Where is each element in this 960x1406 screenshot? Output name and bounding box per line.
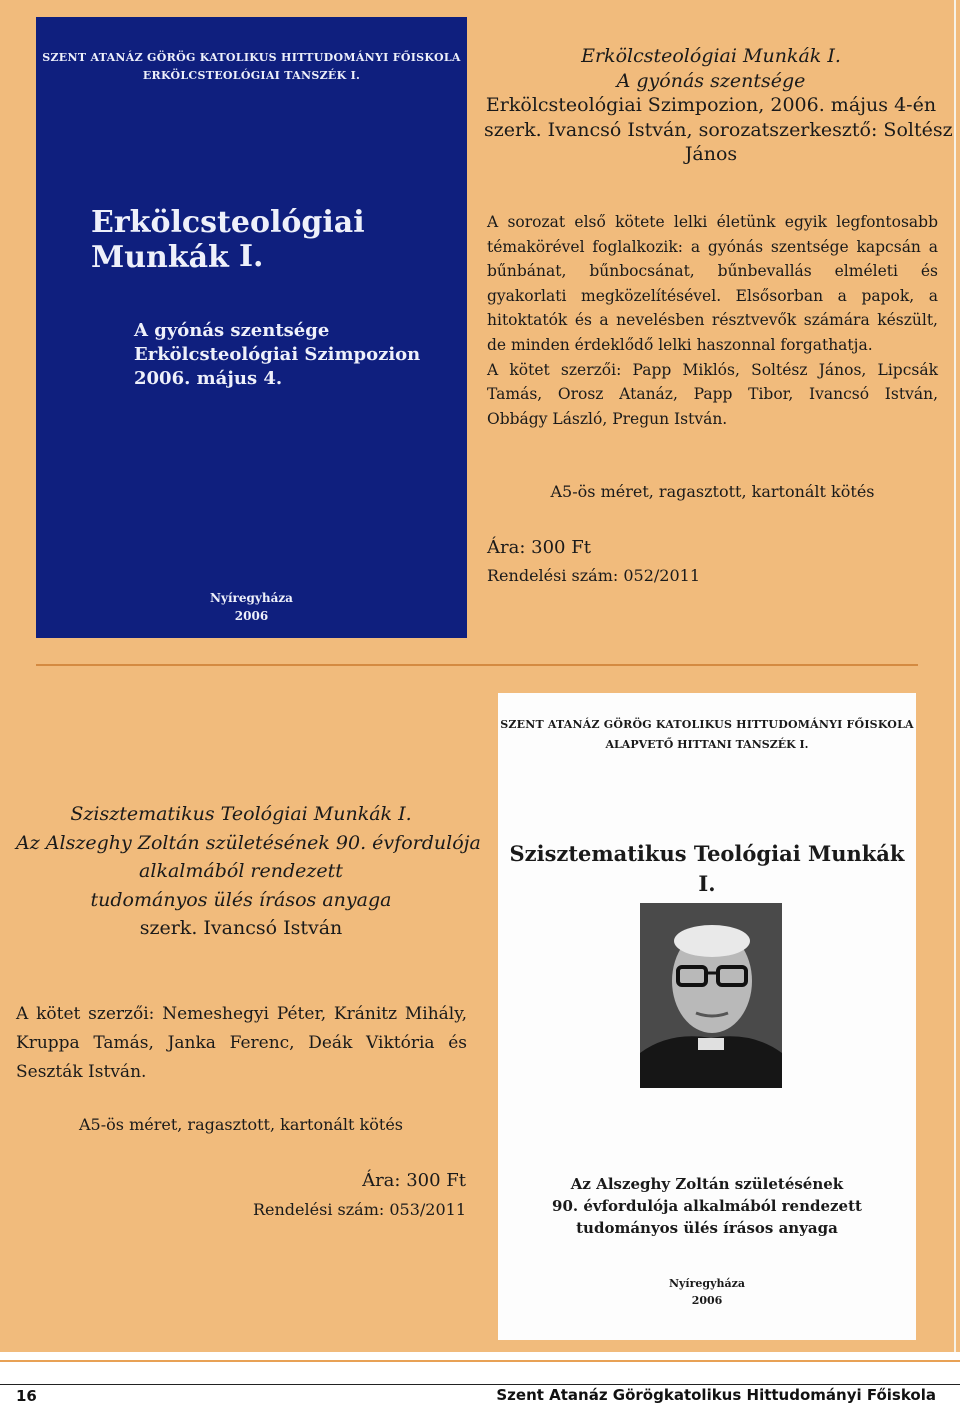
book1-event: Erkölcsteológiai Szimpozion, 2006. május 4-én	[485, 94, 937, 116]
cover2-place: Nyíregyháza	[668, 1277, 745, 1290]
book2-authors: A kötet szerzői: Nemeshegyi Péter, Kránitz Mihály, Kruppa Tamás, Janka Ferenc, Deák Viktória és Seszták István.	[16, 1004, 467, 1082]
book2-format: A5-ös méret, ragasztott, kartonált kötés	[79, 1115, 403, 1134]
cover2-title-line1: Szisztematikus Teológiai Munkák	[509, 841, 905, 866]
book1-series-title: Erkölcsteológiai Munkák I.	[581, 45, 841, 67]
bottom-rule	[0, 1360, 960, 1362]
cover1-header-line2: ERKÖLCSTEOLÓGIAI TANSZÉK I.	[142, 69, 361, 82]
book1-editor-cont: János	[684, 143, 738, 165]
book2-series-title: Szisztematikus Teológiai Munkák I.	[70, 803, 412, 825]
book2-cover-image	[498, 693, 916, 1340]
cover1-year: 2006	[234, 609, 269, 623]
cover1-subtitle-line2: Erkölcsteológiai Szimpozion	[134, 344, 421, 365]
cover2-header-line1: SZENT ATANÁZ GÖRÖG KATOLIKUS HITTUDOMÁNYI FŐISKOLA	[500, 718, 914, 731]
footer-rule	[0, 1384, 960, 1385]
book2-volume-title: Az Alszeghy Zoltán születésének 90. évfordulója	[16, 831, 481, 854]
book2-description	[16, 1000, 467, 1087]
cover1-title-line1: Erkölcsteológiai Munkák	[91, 205, 365, 275]
cover2-subtitle-line2: 90. évfordulója alkalmából rendezett	[552, 1197, 862, 1215]
portrait-photo	[640, 903, 782, 1088]
book1-volume-title: A gyónás szentsége	[616, 69, 806, 92]
book1-description-paragraph: A sorozat első kötete lelki életünk egyik legfontosabb témakörével foglalkozik: a gyónás szentsége kapcsán a bűnbánat, bűnbocsánat, bűnbevallás elméleti és gyakorlati megközelítésével. Elsősorban a papok, a hitoktatók és a nevelésben résztvevők számára készült, de minden érdeklődő lelki haszonnal forgathatja.	[487, 213, 938, 354]
book1-price: Ára: 300 Ft	[487, 537, 591, 558]
cover2-subtitle-line3: tudományos ülés írásos anyaga	[576, 1219, 838, 1237]
cover2-title-line2: I.	[698, 871, 716, 896]
cover2-header-line2: ALAPVETŐ HITTANI TANSZÉK I.	[605, 738, 809, 751]
book2-volume-title-end: tudományos ülés írásos anyaga	[90, 888, 392, 911]
book1-authors: A kötet szerzői: Papp Miklós, Soltész János, Lipcsák Tamás, Orosz Atanáz, Papp Tibor, Ivancsó István, Obbágy László, Pregun István.	[487, 360, 938, 428]
book2-order-number: Rendelési szám: 053/2011	[252, 1200, 466, 1219]
book2-price: Ára: 300 Ft	[362, 1170, 466, 1191]
cover2-subtitle-line1: Az Alszeghy Zoltán születésének	[570, 1175, 844, 1193]
cover1-place: Nyíregyháza	[210, 591, 293, 605]
book1-title-block	[484, 44, 953, 167]
book1-editor: szerk. Ivancsó István, sorozatszerkesztő: Soltész	[484, 118, 953, 141]
cover1-subtitle-line1: A gyónás szentsége	[134, 320, 330, 341]
page-number: 16	[16, 1387, 37, 1405]
footer-institution: Szent Atanáz Görögkatolikus Hittudományi Főiskola	[496, 1386, 936, 1404]
cover1-subtitle-line3: 2006. május 4.	[134, 368, 283, 389]
book2-editor: szerk. Ivancsó István	[139, 917, 343, 939]
book1-description	[487, 210, 938, 431]
book2-title-block	[16, 800, 481, 943]
book1-cover-image	[36, 17, 467, 638]
section-separator	[36, 664, 918, 666]
book1-format: A5-ös méret, ragasztott, kartonált kötés	[550, 482, 875, 501]
cover1-title-line2: I.	[239, 239, 264, 274]
book2-volume-title-cont: alkalmából rendezett	[139, 860, 343, 882]
panel-edge	[954, 0, 956, 1352]
cover2-year: 2006	[691, 1294, 723, 1307]
cover1-header-line1: SZENT ATANÁZ GÖRÖG KATOLIKUS HITTUDOMÁNYI FŐISKOLA	[42, 51, 461, 64]
book1-order-number: Rendelési szám: 052/2011	[487, 566, 701, 585]
